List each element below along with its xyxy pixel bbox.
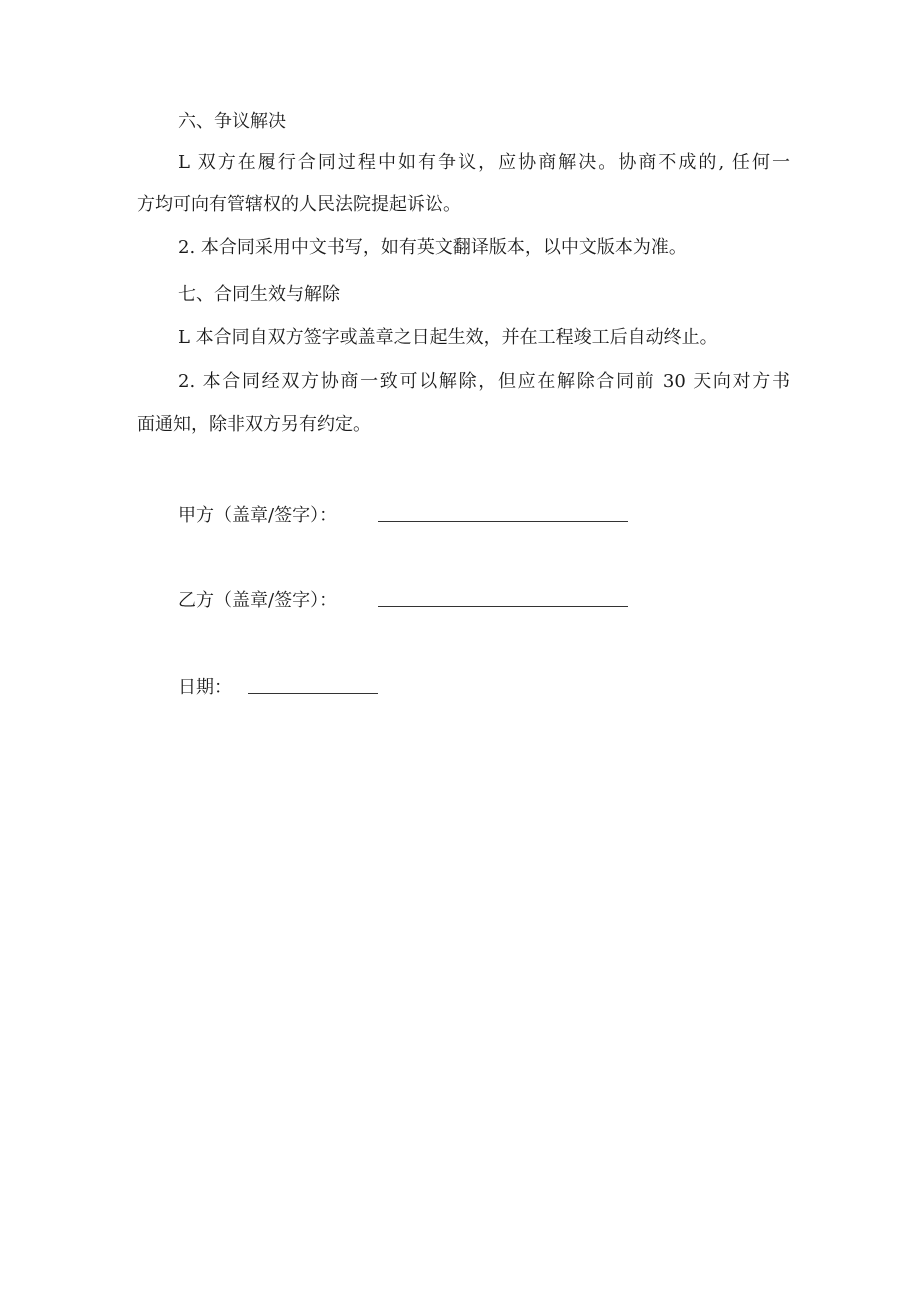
section-6-item-1-line-1: L 双方在履行合同过程中如有争议，应协商解决。协商不成的, 任何一 <box>178 152 790 173</box>
section-7-item-2-line-1: 2. 本合同经双方协商一致可以解除，但应在解除合同前 30 天向对方书 <box>178 371 790 392</box>
section-7-item-2-line-2: 面通知，除非双方另有约定。 <box>137 414 371 435</box>
party-a-signature-row <box>178 504 337 528</box>
party-a-signature-label: 甲方（盖章/签字）： <box>178 505 338 526</box>
section-6-item-2: 2. 本合同采用中文书写，如有英文翻译版本，以中文版本为准。 <box>178 237 687 258</box>
date-label: 日期： <box>178 677 232 698</box>
party-b-signature-blank[interactable] <box>378 606 628 607</box>
section-6-heading: 六、争议解决 <box>178 111 286 132</box>
section-6-item-1-line-2: 方均可向有管辖权的人民法院提起诉讼。 <box>137 194 461 215</box>
section-7-heading: 七、合同生效与解除 <box>178 284 340 305</box>
date-row <box>178 676 232 700</box>
party-b-signature-label: 乙方（盖章/签字）： <box>178 590 338 611</box>
party-a-signature-blank[interactable] <box>378 521 628 522</box>
party-b-signature-row <box>178 589 337 613</box>
date-blank[interactable] <box>248 693 378 694</box>
section-7-item-1: L 本合同自双方签字或盖章之日起生效，并在工程竣工后自动终止。 <box>178 327 718 348</box>
